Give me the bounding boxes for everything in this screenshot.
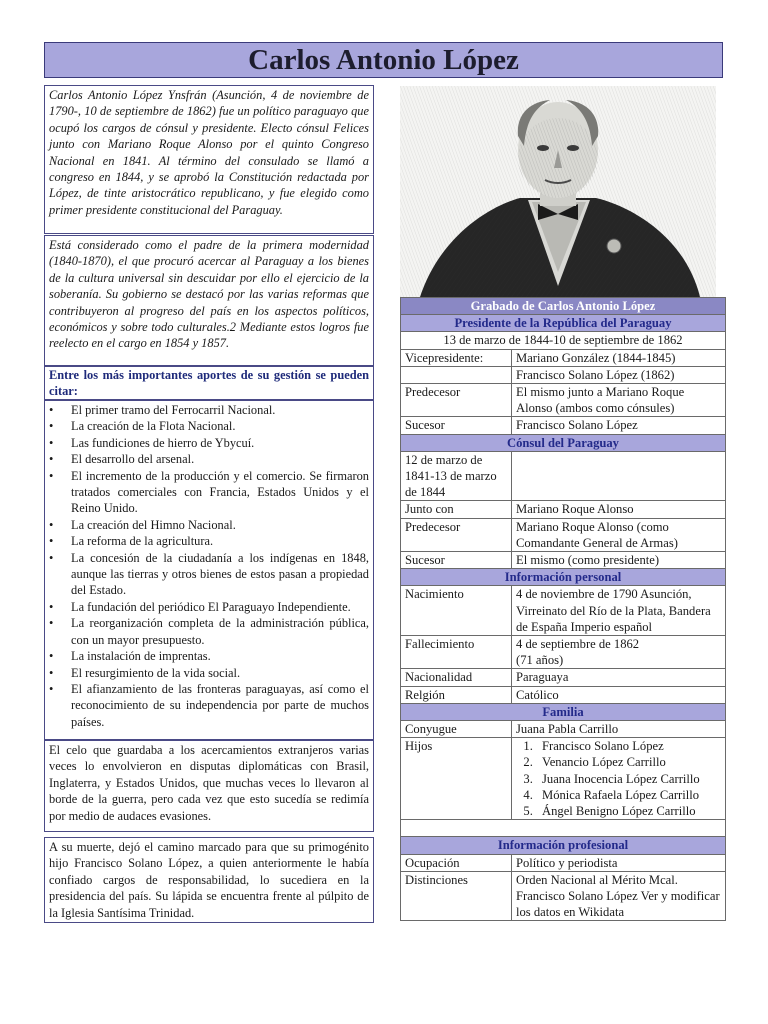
list-item: • La concesión de la ciudadanía a los indígenas en 1848, aunque las tierras y otros bienes de estos pasan a propiedad del Estado. bbox=[47, 550, 369, 599]
vice-value-2: Francisco Solano López (1862) bbox=[512, 366, 726, 383]
list-item: • La reforma de la agricultura. bbox=[47, 533, 369, 549]
consul-pred-label: Predecesor bbox=[401, 518, 512, 551]
list-item: • El afianzamiento de las fronteras paraguayas, así como el reconocimiento de su independencia por parte de muchos países. bbox=[47, 681, 369, 730]
consul-suc-label: Sucesor bbox=[401, 552, 512, 569]
list-item: • Las fundiciones de hierro de Ybycuí. bbox=[47, 435, 369, 451]
list-item: • La instalación de imprentas. bbox=[47, 648, 369, 664]
presidente-pred-value: El mismo junto a Mariano Roque Alonso (ambos como cónsules) bbox=[512, 384, 726, 417]
presidente-suc-value: Francisco Solano López bbox=[512, 417, 726, 434]
modernidad-paragraph: Está considerado como el padre de la primera modernidad (1840-1870), el que procuró acercar al Paraguay a los bienes de la cultura universal sin descuidar por ello el ejercicio de la soberanía. Su gobierno se destacó por las varias reformas que contribuyeron al progreso del país en los aspectos políticos, económicos y sobre todo culturales.2 Mediante estos logros fue reelecto en el cargo en 1854 y 1857. bbox=[44, 235, 374, 366]
religion-label: Relgión bbox=[401, 686, 512, 703]
celo-paragraph: El celo que guardaba a los acercamientos extranjeros varias veces lo envolvieron en disputas diplomáticas con Brasil, Inglaterra, y Estados Unidos, que muchas veces lo llevaron al borde de la guerra, pero cada vez que esto sucedía se redimía por medio de audaces evasiones. bbox=[44, 740, 374, 832]
list-item: 2. Venancio López Carrillo bbox=[536, 754, 721, 770]
list-item: 5. Ángel Benigno López Carrillo bbox=[536, 803, 721, 819]
section-consul: Cónsul del Paraguay bbox=[401, 434, 726, 451]
list-item: • El primer tramo del Ferrocarril Nacional. bbox=[47, 402, 369, 418]
ocupacion-value: Político y periodista bbox=[512, 854, 726, 871]
section-personal: Información personal bbox=[401, 569, 726, 586]
fallecimiento-age: (71 años) bbox=[516, 653, 564, 668]
aportes-heading: Entre los más importantes aportes de su gestión se pueden citar: bbox=[44, 366, 374, 400]
vice-label: Vicepresidente: bbox=[401, 349, 512, 366]
fallecimiento-date: 4 de septiembre de 1862 bbox=[516, 637, 640, 652]
section-presidente: Presidente de la República del Paraguay bbox=[401, 315, 726, 332]
list-item: • La fundación del periódico El Paraguayo Independiente. bbox=[47, 599, 369, 615]
intro-paragraph: Carlos Antonio López Ynsfrán (Asunción, 4 de noviembre de 1790-, 10 de septiembre de 1862) fue un político paraguayo que ocupó los cargos de cónsul y presidente. Electo cónsul Felices junto con Mariano Roque Alonso por el quinto Congreso Nacional en 1841. Al término del consulado se llamó a congreso en 1844, y se aprobó la Constitución redactada por López, de tinte aristocrático republicano, y fue elegido como primer presidente constitucional del Paraguay. bbox=[44, 85, 374, 234]
hijos-value bbox=[512, 738, 726, 820]
list-item: 4. Mónica Rafaela López Carrillo bbox=[536, 787, 721, 803]
conyugue-value: Juana Pabla Carrillo bbox=[512, 721, 726, 738]
empty-row bbox=[401, 820, 726, 837]
consul-pred-value: Mariano Roque Alonso (como Comandante General de Armas) bbox=[512, 518, 726, 551]
infobox bbox=[400, 297, 726, 921]
hijos-label: Hijos bbox=[401, 738, 512, 820]
vice-value-1: Mariano González (1844-1845) bbox=[512, 349, 726, 366]
aportes-list bbox=[47, 402, 369, 730]
religion-value: Católico bbox=[512, 686, 726, 703]
fallecimiento-value bbox=[512, 636, 726, 669]
list-item: 1. Francisco Solano López bbox=[536, 738, 721, 754]
portrait-engraving-icon bbox=[400, 86, 716, 297]
aportes-list-box bbox=[44, 400, 374, 740]
nacionalidad-label: Nacionalidad bbox=[401, 669, 512, 686]
presidente-dates: 13 de marzo de 1844-10 de septiembre de 1862 bbox=[401, 332, 726, 349]
list-item: • La creación de la Flota Nacional. bbox=[47, 418, 369, 434]
consul-suc-value: El mismo (como presidente) bbox=[512, 552, 726, 569]
page-title: Carlos Antonio López bbox=[44, 42, 723, 78]
list-item: • El desarrollo del arsenal. bbox=[47, 451, 369, 467]
vice-label-empty bbox=[401, 366, 512, 383]
nacimiento-label: Nacimiento bbox=[401, 586, 512, 636]
section-profesional: Información profesional bbox=[401, 837, 726, 854]
junto-value: Mariano Roque Alonso bbox=[512, 501, 726, 518]
list-item: • La reorganización completa de la administración pública, con un mayor presupuesto. bbox=[47, 615, 369, 648]
consul-dates-empty bbox=[512, 451, 726, 501]
hijos-list bbox=[516, 738, 721, 819]
list-item: • El resurgimiento de la vida social. bbox=[47, 665, 369, 681]
distinciones-label: Distinciones bbox=[401, 871, 512, 921]
list-item: • El incremento de la producción y el comercio. Se firmaron tratados comerciales con Francia, Estados Unidos y el Reino Unido. bbox=[47, 468, 369, 517]
junto-label: Junto con bbox=[401, 501, 512, 518]
presidente-pred-label: Predecesor bbox=[401, 384, 512, 417]
section-familia: Familia bbox=[401, 703, 726, 720]
portrait-caption: Grabado de Carlos Antonio López bbox=[401, 298, 726, 315]
list-item: • La creación del Himno Nacional. bbox=[47, 517, 369, 533]
nacimiento-value: 4 de noviembre de 1790 Asunción, Virreinato del Río de la Plata, Bandera de España Imperio español bbox=[512, 586, 726, 636]
consul-dates: 12 de marzo de 1841-13 de marzo de 1844 bbox=[401, 451, 512, 501]
conyugue-label: Conyugue bbox=[401, 721, 512, 738]
fallecimiento-label: Fallecimiento bbox=[401, 636, 512, 669]
presidente-suc-label: Sucesor bbox=[401, 417, 512, 434]
muerte-paragraph: A su muerte, dejó el camino marcado para que su primogénito hijo Francisco Solano López, a quien anteriormente le había confiado cargos de responsabilidad, lo sucediera en la presidencia del país. Su lápida se encuentra frente al púlpito de la Iglesia Santísima Trinidad. bbox=[44, 837, 374, 923]
ocupacion-label: Ocupación bbox=[401, 854, 512, 871]
portrait-image bbox=[400, 86, 716, 297]
distinciones-value: Orden Nacional al Mérito Mcal. Francisco Solano López Ver y modificar los datos en Wikidata bbox=[512, 871, 726, 921]
nacionalidad-value: Paraguaya bbox=[512, 669, 726, 686]
list-item: 3. Juana Inocencia López Carrillo bbox=[536, 771, 721, 787]
